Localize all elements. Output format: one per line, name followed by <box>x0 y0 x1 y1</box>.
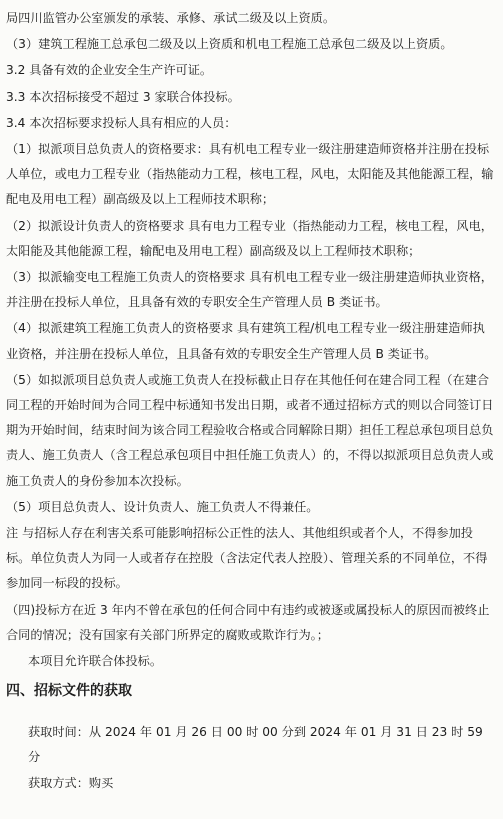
paragraph-3-4: 3.4 本次招标要求投标人具有相应的人员： <box>6 115 237 130</box>
paragraph-personnel-1: （1）拟派项目总负责人的资格要求：具有机电工程专业一级注册建造师资格并注册在投标人单位，或电力工程专业（指热能动力工程，核电工程，风电，太阳能及其他能源工程，输配电及用电工程）副高级及以上工程师技术职称； <box>6 142 494 207</box>
paragraph-qualification-continued: 局四川监管办公室颁发的承装、承修、承试二级及以上资质。 <box>6 11 336 25</box>
paragraph-3-2: 3.2 具备有效的企业安全生产许可证。 <box>6 63 213 78</box>
paragraph-note: 注 与招标人存在利害关系可能影响招标公正性的法人、其他组织或者个人，不得参加投标。单位负责人为同一人或者存在控股（含法定代表人控股）、管理关系的不同单位，不得参加同一标段的投标。 <box>6 526 488 591</box>
paragraph-3-3: 3.3 本次招标接受不超过 3 家联合体投标。 <box>6 89 240 104</box>
paragraph-no-concurrent: （5）项目总负责人、设计负责人、施工负责人不得兼任。 <box>6 499 319 514</box>
paragraph-breach-history: （四)投标方在近 3 年内不曾在承包的任何合同中有违约或被逐或属投标人的原因而被终止合同的情况；没有国家有关部门所界定的腐败或欺诈行为。； <box>6 602 490 642</box>
paragraph-personnel-4: （4）拟派建筑工程施工负责人的资格要求 具有建筑工程/机电工程专业一级注册建造师执业资格，并注册在投标人单位，且具备有效的专职安全生产管理人员 B 类证书。 <box>6 321 485 361</box>
paragraph-construction-qualification: （3）建筑工程施工总承包二级及以上资质和机电工程施工总承包二级及以上资质。 <box>6 37 453 52</box>
acquire-method: 获取方式：购买 <box>28 775 114 790</box>
acquire-time: 获取时间：从 2024 年 01 月 26 日 00 时 00 分到 2024 年 01 月 31 日 23 时 59 分 <box>28 725 483 765</box>
paragraph-personnel-2: （2）拟派设计负责人的资格要求 具有电力工程专业（指热能动力工程，核电工程，风电，太阳能及其他能源工程，输配电及用电工程）副高级及以上工程师技术职称； <box>6 218 493 258</box>
paragraph-consortium: 本项目允许联合体投标。 <box>28 654 163 669</box>
section-heading: 四、招标文件的获取 <box>6 683 132 700</box>
paragraph-personnel-5: （5）如拟派项目总负责人或施工负责人在投标截止日存在其他任何在建合同工程（在建合同工程的开始时间为合同工程中标通知书发出日期，或者不通过招标方式的则以合同签订日期为开始时间，结束时间为该合同工程验收合格或合同解除日期）担任工程总承包项目总负责人、施工负责人（含工程总承包项目中担任施工负责人）的，不得以拟派项目总负责人或施工负责人的身份参加本次投标。 <box>6 372 494 488</box>
paragraph-personnel-3: （3）拟派输变电工程施工负责人的资格要求 具有机电工程专业一级注册建造师执业资格，并注册在投标人单位，且具备有效的专职安全生产管理人员 B 类证书。 <box>6 270 493 310</box>
